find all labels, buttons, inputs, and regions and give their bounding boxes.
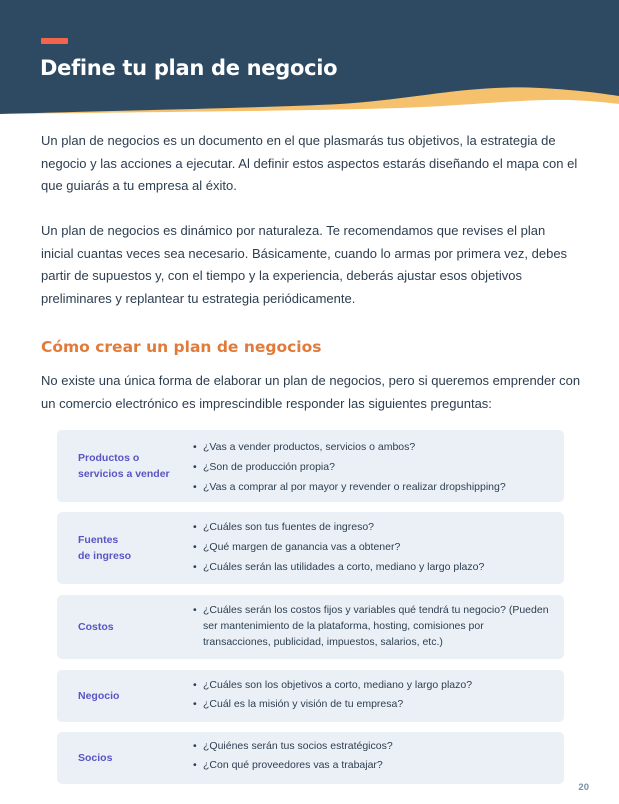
page-number: 20: [578, 782, 589, 793]
question-list: [193, 602, 550, 650]
card-label-line: servicios a vender: [78, 468, 170, 480]
question-item: • ¿Quiénes serán tus socios estratégicos?: [193, 737, 550, 756]
questions-intro-paragraph: No existe una única forma de elaborar un plan de negocios, pero si queremos emprender con un comercio electrónico es imprescindible responder las siguientes preguntas:: [41, 373, 581, 411]
card-partners: [57, 732, 564, 784]
question-list: [193, 437, 550, 497]
page-header: [0, 0, 619, 115]
card-business: [57, 670, 564, 722]
question-item: • ¿Cuáles son tus fuentes de ingreso?: [193, 517, 550, 537]
question-item: • ¿Cuáles serán las utilidades a corto, mediano y largo plazo?: [193, 557, 550, 577]
card-label: [78, 619, 188, 635]
page-title: Define tu plan de negocio: [40, 56, 338, 80]
card-costs: [57, 595, 564, 659]
question-list: [193, 676, 550, 714]
question-item: • ¿Son de producción propia?: [193, 457, 550, 477]
card-label-line: Negocio: [78, 690, 120, 702]
header-wave-decoration: [0, 80, 619, 116]
card-label: [78, 750, 188, 766]
card-label-line: Productos o: [78, 452, 140, 464]
question-item: • ¿Vas a comprar al por mayor y revender o realizar dropshipping?: [193, 477, 550, 497]
question-item: • ¿Cuáles serán los costos fijos y variables qué tendrá tu negocio? (Pueden ser mantenimiento de la plataforma, hosting, comisiones por transacciones, publicidad, impuestos, salarios, etc.): [193, 602, 550, 650]
accent-bar: [41, 38, 68, 44]
question-item: • ¿Con qué proveedores vas a trabajar?: [193, 756, 550, 775]
intro-paragraph: Un plan de negocios es un documento en el que plasmarás tus objetivos, la estrategia de negocio y las acciones a ejecutar. Al definir estos aspectos estarás diseñando el mapa con el que guiarás a tu empresa al éxito.: [41, 133, 578, 193]
card-label-line: Costos: [78, 621, 114, 633]
card-label-line: de ingreso: [78, 550, 132, 562]
question-item: • ¿Cuál es la misión y visión de tu empresa?: [193, 695, 550, 714]
card-label-line: Fuentes: [78, 534, 119, 546]
question-list: [193, 517, 550, 577]
card-label: [78, 688, 188, 704]
question-item: • ¿Qué margen de ganancia vas a obtener?: [193, 537, 550, 557]
card-label: [78, 450, 188, 482]
card-label-line: Socios: [78, 752, 113, 764]
section-subtitle: Cómo crear un plan de negocios: [41, 338, 322, 356]
dynamic-plan-paragraph: Un plan de negocios es dinámico por naturaleza. Te recomendamos que revises el plan inicial cuantas veces sea necesario. Básicamente, cuando lo armas por primera vez, debes partir de supuestos y, con el tiempo y la experiencia, deberás ajustar esos objetivos preliminares y replantear tu estrategia periódicamente.: [41, 223, 568, 306]
card-label: [78, 532, 188, 564]
question-item: • ¿Cuáles son los objetivos a corto, mediano y largo plazo?: [193, 676, 550, 695]
card-products: [57, 430, 564, 502]
card-income: [57, 512, 564, 584]
question-item: • ¿Vas a vender productos, servicios o ambos?: [193, 437, 550, 457]
question-list: [193, 737, 550, 775]
